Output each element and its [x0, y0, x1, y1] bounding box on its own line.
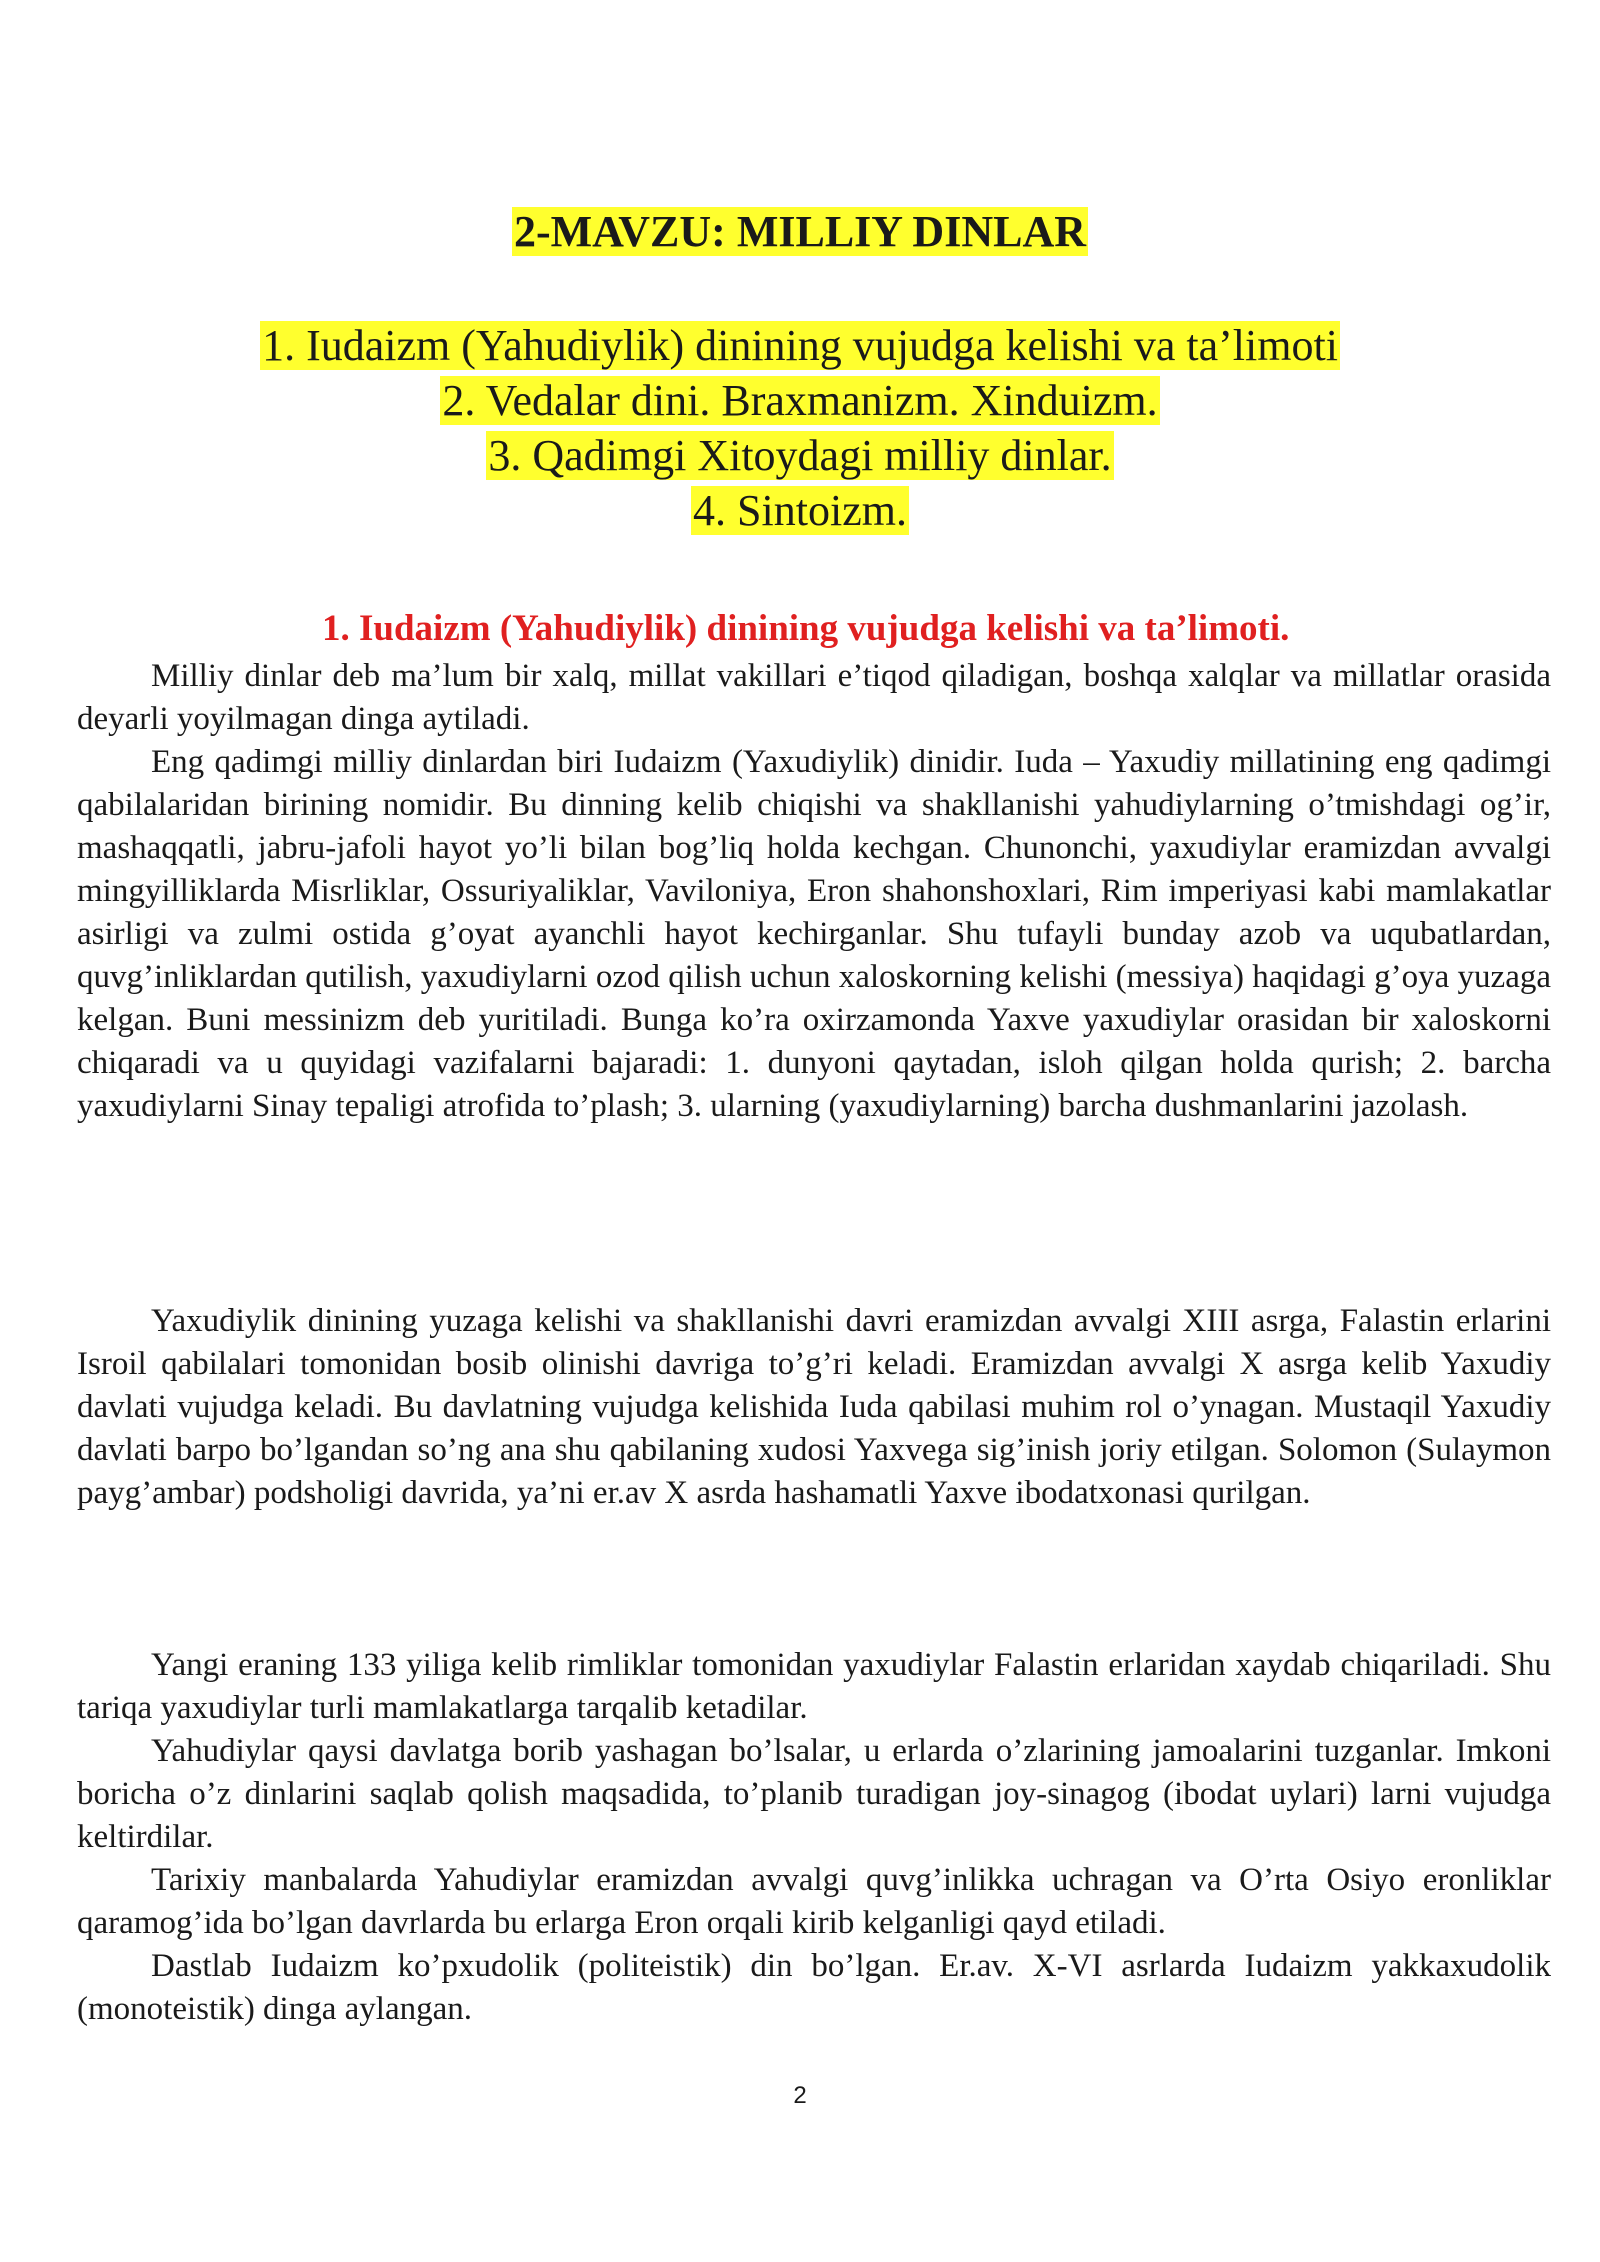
page-title	[0, 204, 1600, 260]
page-number: 2	[793, 2082, 807, 2109]
paragraph: Dastlab Iudaizm ko’pxudolik (politeistik) din bo’lgan. Er.av. X-VI asrlarda Iudaizm yakkaxudolik (monoteistik) dinga aylangan.	[77, 1948, 1551, 2027]
section-heading: 1. Iudaizm (Yahudiylik) dinining vujudga kelishi va ta’limoti.	[322, 608, 1290, 649]
text-block	[77, 1644, 1551, 2031]
topic-item: 2. Vedalar dini. Braxmanizm. Xinduizm.	[442, 376, 1158, 425]
text-block	[77, 655, 1551, 1128]
page-title-text: 2-MAVZU: MILLIY DINLAR	[513, 207, 1087, 256]
paragraph: Yaxudiylik dinining yuzaga kelishi va shakllanishi davri eramizdan avvalgi XIII asrga, Falastin erlarini Isroil qabilalari tomonidan bosib olinishi davriga to’g’ri keladi. Eramizdan avvalgi X asrga kelib Yaxudiy davlati vujudga keladi. Bu davlatning vujudga kelishida Iuda qabilasi muhim rol o’ynagan. Mustaqil Yaxudiy davlati barpo bo’lgandan so’ng ana shu qabilaning xudosi Yaxvega sig’inish joriy etilgan. Solomon (Sulaymon payg’ambar) podsholigi davrida, ya’ni er.av X asrda hashamatli Yaxve ibodatxonasi qurilgan.	[77, 1303, 1551, 1511]
paragraph: Tarixiy manbalarda Yahudiylar eramizdan avvalgi quvg’inlikka uchragan va O’rta Osiyo eronliklar qaramog’ida bo’lgan davrlarda bu erlarga Eron orqali kirib kelganligi qayd etiladi.	[77, 1862, 1551, 1941]
paragraph: Milliy dinlar deb ma’lum bir xalq, millat vakillari e’tiqod qiladigan, boshqa xalqlar va millatlar orasida deyarli yoyilmagan dinga aytiladi.	[77, 658, 1551, 737]
topic-item: 1. Iudaizm (Yahudiylik) dinining vujudga kelishi va ta’limoti	[262, 321, 1338, 370]
paragraph: Yahudiylar qaysi davlatga borib yashagan bo’lsalar, u erlarda o’zlarining jamoalarini tuzganlar. Imkoni boricha o’z dinlarini saqlab qolish maqsadida, to’planib turadigan joy-sinagog (ibodat uylari) larni vujudga keltirdilar.	[77, 1733, 1551, 1855]
topic-item: 3. Qadimgi Xitoydagi milliy dinlar.	[488, 431, 1112, 480]
paragraph: Eng qadimgi milliy dinlardan biri Iudaizm (Yaxudiylik) dinidir. Iuda – Yaxudiy millatining eng qadimgi qabilalaridan birining nomidir. Bu dinning kelib chiqishi va shakllanishi yahudiylarning o’tmishdagi og’ir, mashaqqatli, jabru-jafoli hayot yo’li bilan bog’liq holda kechgan. Chunonchi, yaxudiylar eramizdan avvalgi mingyilliklarda Misrliklar, Ossuriyaliklar, Vaviloniya, Eron shahonshoxlari, Rim imperiyasi kabi mamlakatlar asirligi va zulmi ostida g’oyat ayanchli hayot kechirganlar. Shu tufayli bunday azob va uqubatlardan, quvg’inliklardan qutilish, yaxudiylarni ozod qilish uchun xaloskorning kelishi (messiya) haqidagi g’oya yuzaga kelgan. Buni messinizm deb yuritiladi. Bunga ko’ra oxirzamonda Yaxve yaxudiylar orasidan bir xaloskorni chiqaradi va u quyidagi vazifalarni bajaradi: 1. dunyoni qaytadan, isloh qilgan holda qurish; 2. barcha yaxudiylarni Sinay tepaligi atrofida to’plash; 3. ularning (yaxudiylarning) barcha dushmanlarini jazolash.	[77, 744, 1551, 1124]
topics-list	[0, 318, 1600, 538]
paragraph: Yangi eraning 133 yiliga kelib rimliklar tomonidan yaxudiylar Falastin erlaridan xaydab chiqariladi. Shu tariqa yaxudiylar turli mamlakatlarga tarqalib ketadilar.	[77, 1647, 1551, 1726]
text-block	[77, 1300, 1551, 1515]
topic-item: 4. Sintoizm.	[693, 486, 907, 535]
